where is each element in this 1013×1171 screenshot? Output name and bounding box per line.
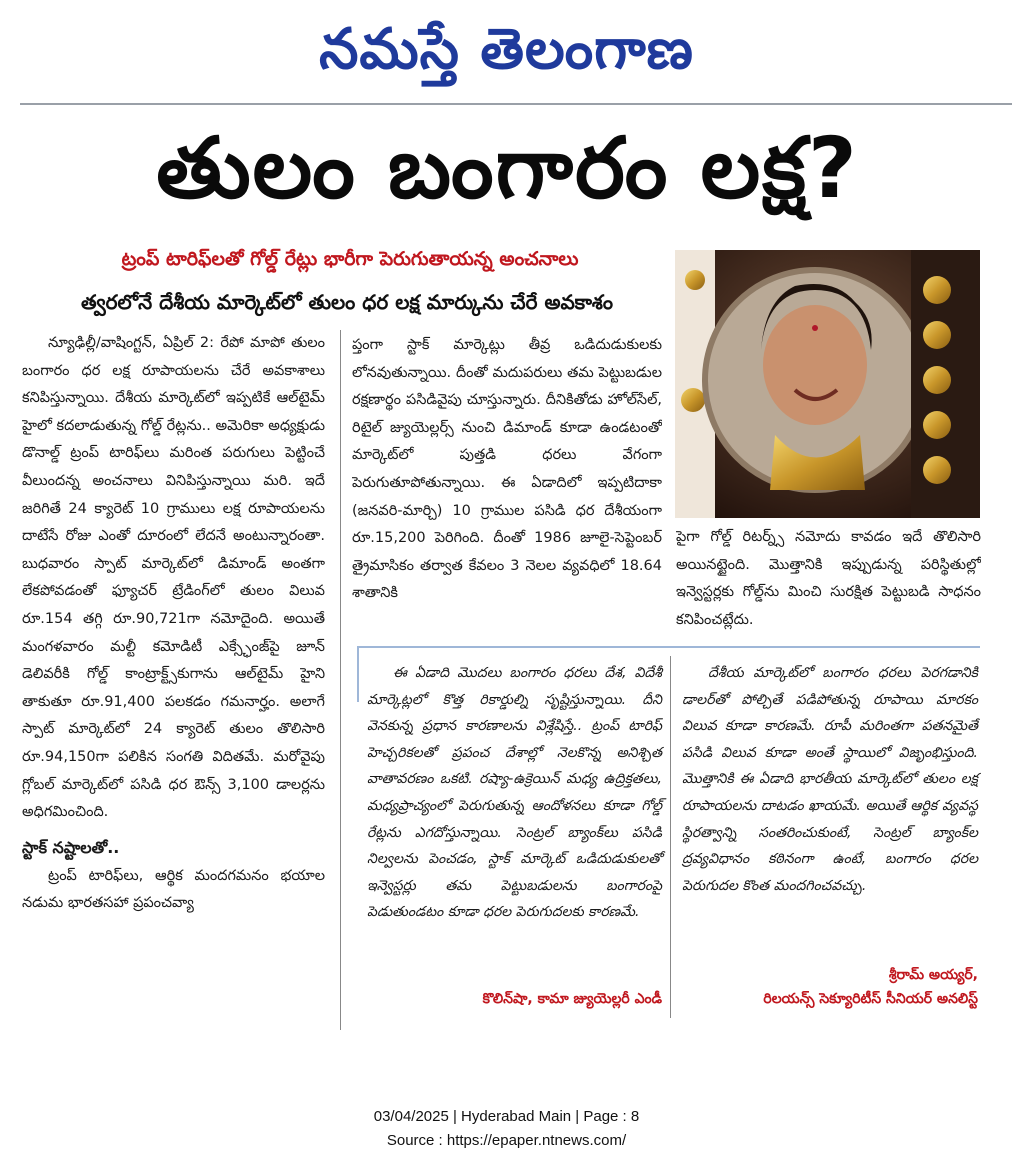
- quote-divider: [670, 656, 671, 1018]
- quote-column-2: [682, 660, 978, 960]
- quote-attribution-title: రిలయన్స్ సెక్యూరిటీస్ సీనియర్ అనలిస్ట్: [763, 991, 978, 1007]
- quote-text: ఈ ఏడాది మొదలు బంగారం ధరలు దేశ, విదేశీ మార్కెట్లలో కొత్త రికార్డుల్ని సృష్టిస్తున్నాయి. దీని వెనకున్న ప్రధాన కారణాలను విశ్లేషిస్తే.. ట్రంప్ టారిఫ్ హెచ్చరికలతో ప్రపంచ దేశాల్లో నెలకొన్న అనిశ్చిత వాతావరణం ఒకటి. రష్యా-ఉక్రెయిన్ మధ్య ఉద్రిక్తతలు, మధ్యప్రాచ్యంలో పెరుగుతున్న ఆందోళనలు కూడా గోల్డ్ రేట్లను ఎగదోస్తున్నాయి. సెంట్రల్ బ్యాంక్‌లు పసిడి నిల్వలను పెంచడం, స్టాక్ మార్కెట్ ఒడిదుడుకులతో ఇన్వెస్టర్లు తమ పెట్టుబడులను బంగారంపై పెడుతుండటం కూడా ధరల పెరుగుదలకు కారణమే.: [367, 665, 662, 921]
- subheadline-black: త్వరలోనే దేశీయ మార్కెట్‌లో తులం ధర లక్ష మార్కును చేరే అవకాశం: [81, 290, 613, 314]
- article-paragraph: న్యూఢిల్లీ/వాషింగ్టన్, ఏప్రిల్ 2: రేపో మాపో తులం బంగారం ధర లక్ష రూపాయలను చేరే అవకాశాలు కనిపిస్తున్నాయి. దేశీయ మార్కెట్‌లో ఇప్పటికే ఆల్‌టైమ్ హైలో కదలాడుతున్న గోల్డ్ రేట్లను.. అమెరికా అధ్యక్షుడు డొనాల్డ్ ట్రంప్ టారిఫ్‌లు మరింత పరుగులు పెట్టించే వీలుందన్న అంచనాలు వినిపిస్తున్నాయి మరి. ఇదే జరిగితే 24 క్యారెట్ 10 గ్రాములు లక్ష రూపాయలను దాటేసే రోజు ఎంతో దూరంలో లేదనే అంటున్నారంతా. బుధవారం స్పాట్ మార్కెట్‌లో డిమాండ్ అంతగా లేకపోవడంతో ఫ్యూచర్ ట్రేడింగ్‌లో తులం విలువ రూ.154 తగ్గి రూ.90,721గా నమోదైంది. అయితే మంగళవారం మల్టీ కమోడిటీ ఎక్స్ఛేంజ్‌పై జూన్ డెలివరీకి గోల్డ్ కాంట్రాక్ట్స్‌కుగాను ఆల్‌టైమ్ హైని తాకుతూ రూ.91,400 పలకడం గమనార్హం. అలాగే స్పాట్ మార్కెట్‌లో 24 క్యారెట్ తులం తొలిసారి రూ.94,150గా పలికిన సంగతి విదితమే. మరోవైపు గ్లోబల్ మార్కెట్‌లో పసిడి ధర ఔన్స్ 3,100 డాలర్లను అధిగమించింది.: [22, 335, 325, 821]
- photo-woman-with-gold-jewellery: [675, 250, 980, 518]
- footer-source: Source : https://epaper.ntnews.com/: [386, 1132, 627, 1149]
- article-column-1: [22, 330, 325, 1036]
- expert-quotes-box: [357, 646, 980, 1026]
- quote-attribution: కొలిన్‌షా, కామా జ్యుయెల్లరీ ఎండీ: [482, 991, 662, 1007]
- quote-text: దేశీయ మార్కెట్‌లో బంగారం ధరలు పెరగడానికి డాలర్‌తో పోల్చితే పడిపోతున్న రూపాయి మారకం విలువ కూడా కారణమే. రూపీ మరింతగా పతనమైతే పసిడి విలువ కూడా అంతే స్థాయిలో విజృంభిస్తుంది. మొత్తానికి ఈ ఏడాది భారతీయ మార్కెట్‌లో తులం లక్ష రూపాయలను దాటడం ఖాయమే. అయితే ఆర్థిక వ్యవస్థ స్థిరత్వాన్ని సంతరించుకుంటే, సెంట్రల్ బ్యాంక్‌ల ద్రవ్యవిధానం కఠినంగా ఉంటే, బంగారం ధరల పెరుగుదల కొంత మందగించవచ్చు.: [682, 665, 978, 894]
- footer-date-edition: 03/04/2025 | Hyderabad Main | Page : 8: [373, 1108, 640, 1125]
- article-paragraph: పైగా గోల్డ్ రిటర్న్స్ నమోదు కావడం ఇదే తొలిసారి అయినట్టైంది. మొత్తానికి ఇప్పుడున్న పరిస్థితుల్లో ఇన్వెస్టర్లకు గోల్డ్‌ను మించి సురక్షిత పెట్టుబడి సాధనం కనిపించట్లేదు.: [676, 529, 981, 628]
- article-paragraph: ప్తంగా స్టాక్ మార్కెట్లు తీవ్ర ఒడిదుడుకులకు లోనవుతున్నాయి. దీంతో మదుపరులు తమ పెట్టుబడుల రక్షణార్థం పసిడివైపు చూస్తున్నారు. దీనికితోడు హోల్‌సేల్, రిటైల్ జ్యుయెల్లర్స్ నుంచి డిమాండ్ కూడా ఉండటంతో మార్కెట్‌లో పుత్తడి ధరలు వేగంగా పెరుగుతూపోతున్నాయి. ఈ ఏడాదిలో ఇప్పటిదాకా (జనవరి-మార్చి) 10 గ్రాముల పసిడి ధర దేశీయంగా రూ.15,200 పెరిగింది. దీంతో 1986 జూలై-సెప్టెంబర్ త్రైమాసికం తర్వాత కేవలం 3 నెలల వ్యవధిలో 18.64 శాతానికి: [352, 337, 662, 602]
- article-paragraph: ట్రంప్ టారిఫ్‌లు, ఆర్థిక మందగమనం భయాల నడుమ భారతసహా ప్రపంచవ్యా: [22, 867, 325, 912]
- article-column-2: [352, 332, 662, 636]
- quote-attribution-name: శ్రీరామ్ అయ్యర్,: [888, 967, 978, 983]
- subheadline-red: ట్రంప్ టారిఫ్‌లతో గోల్డ్ రేట్లు భారీగా పెరుగుతాయన్న అంచనాలు: [121, 248, 579, 270]
- quote-box-top-border: [357, 646, 980, 648]
- quote-column-1: [367, 660, 662, 980]
- masthead-rule: [20, 103, 1012, 105]
- column-divider: [340, 330, 341, 1030]
- newspaper-masthead: నమస్తే తెలంగాణ: [319, 16, 694, 82]
- quote-box-left-border: [357, 646, 359, 702]
- article-column-3: [676, 524, 981, 636]
- headline: తులం బంగారం లక్ష?: [156, 119, 859, 217]
- section-subhead: స్టాక్ నష్టాలతో..: [22, 837, 120, 857]
